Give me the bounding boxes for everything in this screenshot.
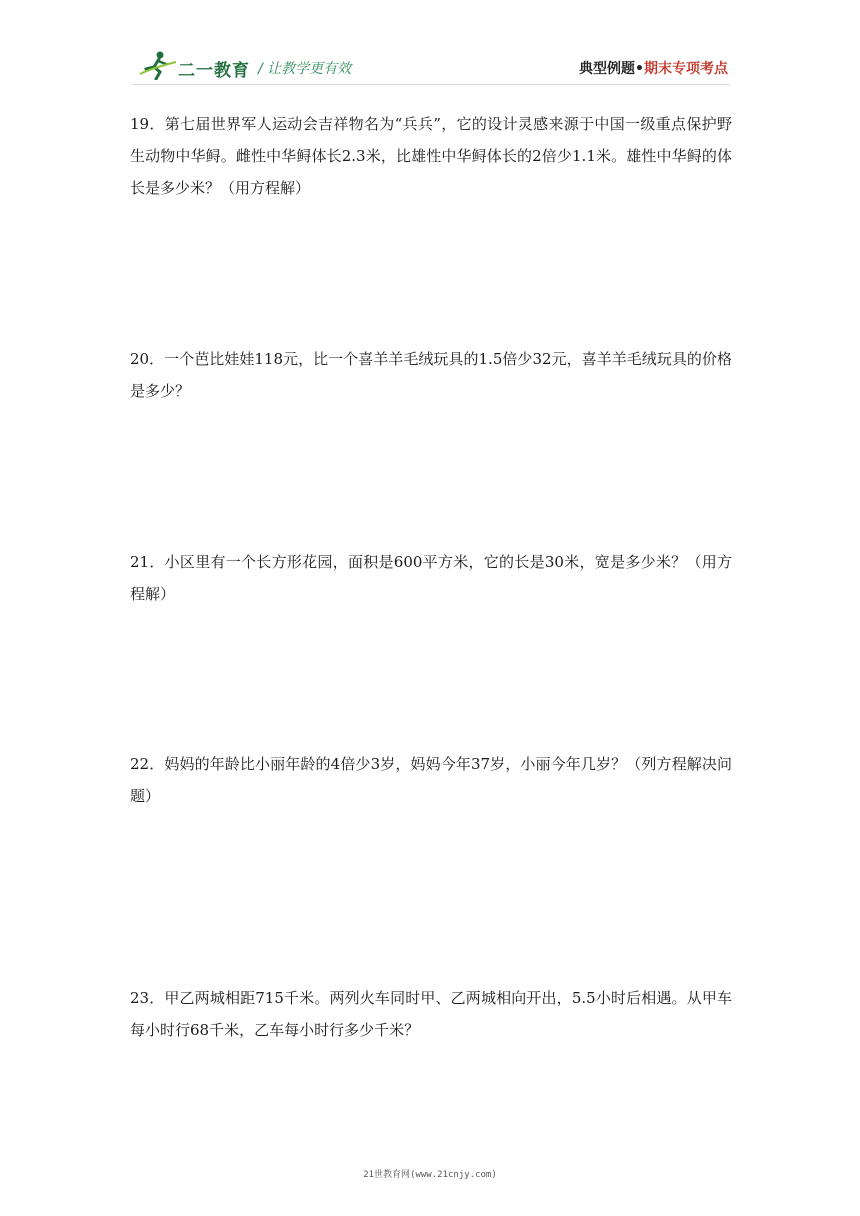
question-23: 23．甲乙两城相距715千米。两列火车同时甲、乙两城相向开出，5.5小时后相遇。从甲车每小时行68千米，乙车每小时行多少千米？ [130,989,732,1039]
page-header [0,0,860,90]
brand-name: 二一教育 [178,61,250,81]
runner-logo-icon [138,50,178,80]
brand-slogan: / 让教学更有效 [258,61,352,77]
question-21: 21．小区里有一个长方形花园，面积是600平方米，它的长是30米，宽是多少米？（用方程解） [130,553,732,603]
question-22: 22．妈妈的年龄比小丽年龄的4倍少3岁，妈妈今年37岁，小丽今年几岁？（列方程解决问题） [130,755,732,805]
page-footer: 21世教育网(www.21cnjy.com) [363,1170,497,1180]
question-20: 20．一个芭比娃娃118元，比一个喜羊羊毛绒玩具的1.5倍少32元，喜羊羊毛绒玩具的价格是多少？ [130,350,732,400]
header-topic-accent: 期末专项考点 [644,61,728,77]
header-topic [579,58,728,78]
header-divider [132,84,730,85]
question-19: 19．第七届世界军人运动会吉祥物名为“兵兵”，它的设计灵感来源于中国一级重点保护野生动物中华鲟。雌性中华鲟体长2.3米，比雄性中华鲟体长的2倍少1.1米。雄性中华鲟的体长是多少米？（用方程解） [130,115,732,197]
header-topic-prefix: 典型例题• [579,61,644,77]
